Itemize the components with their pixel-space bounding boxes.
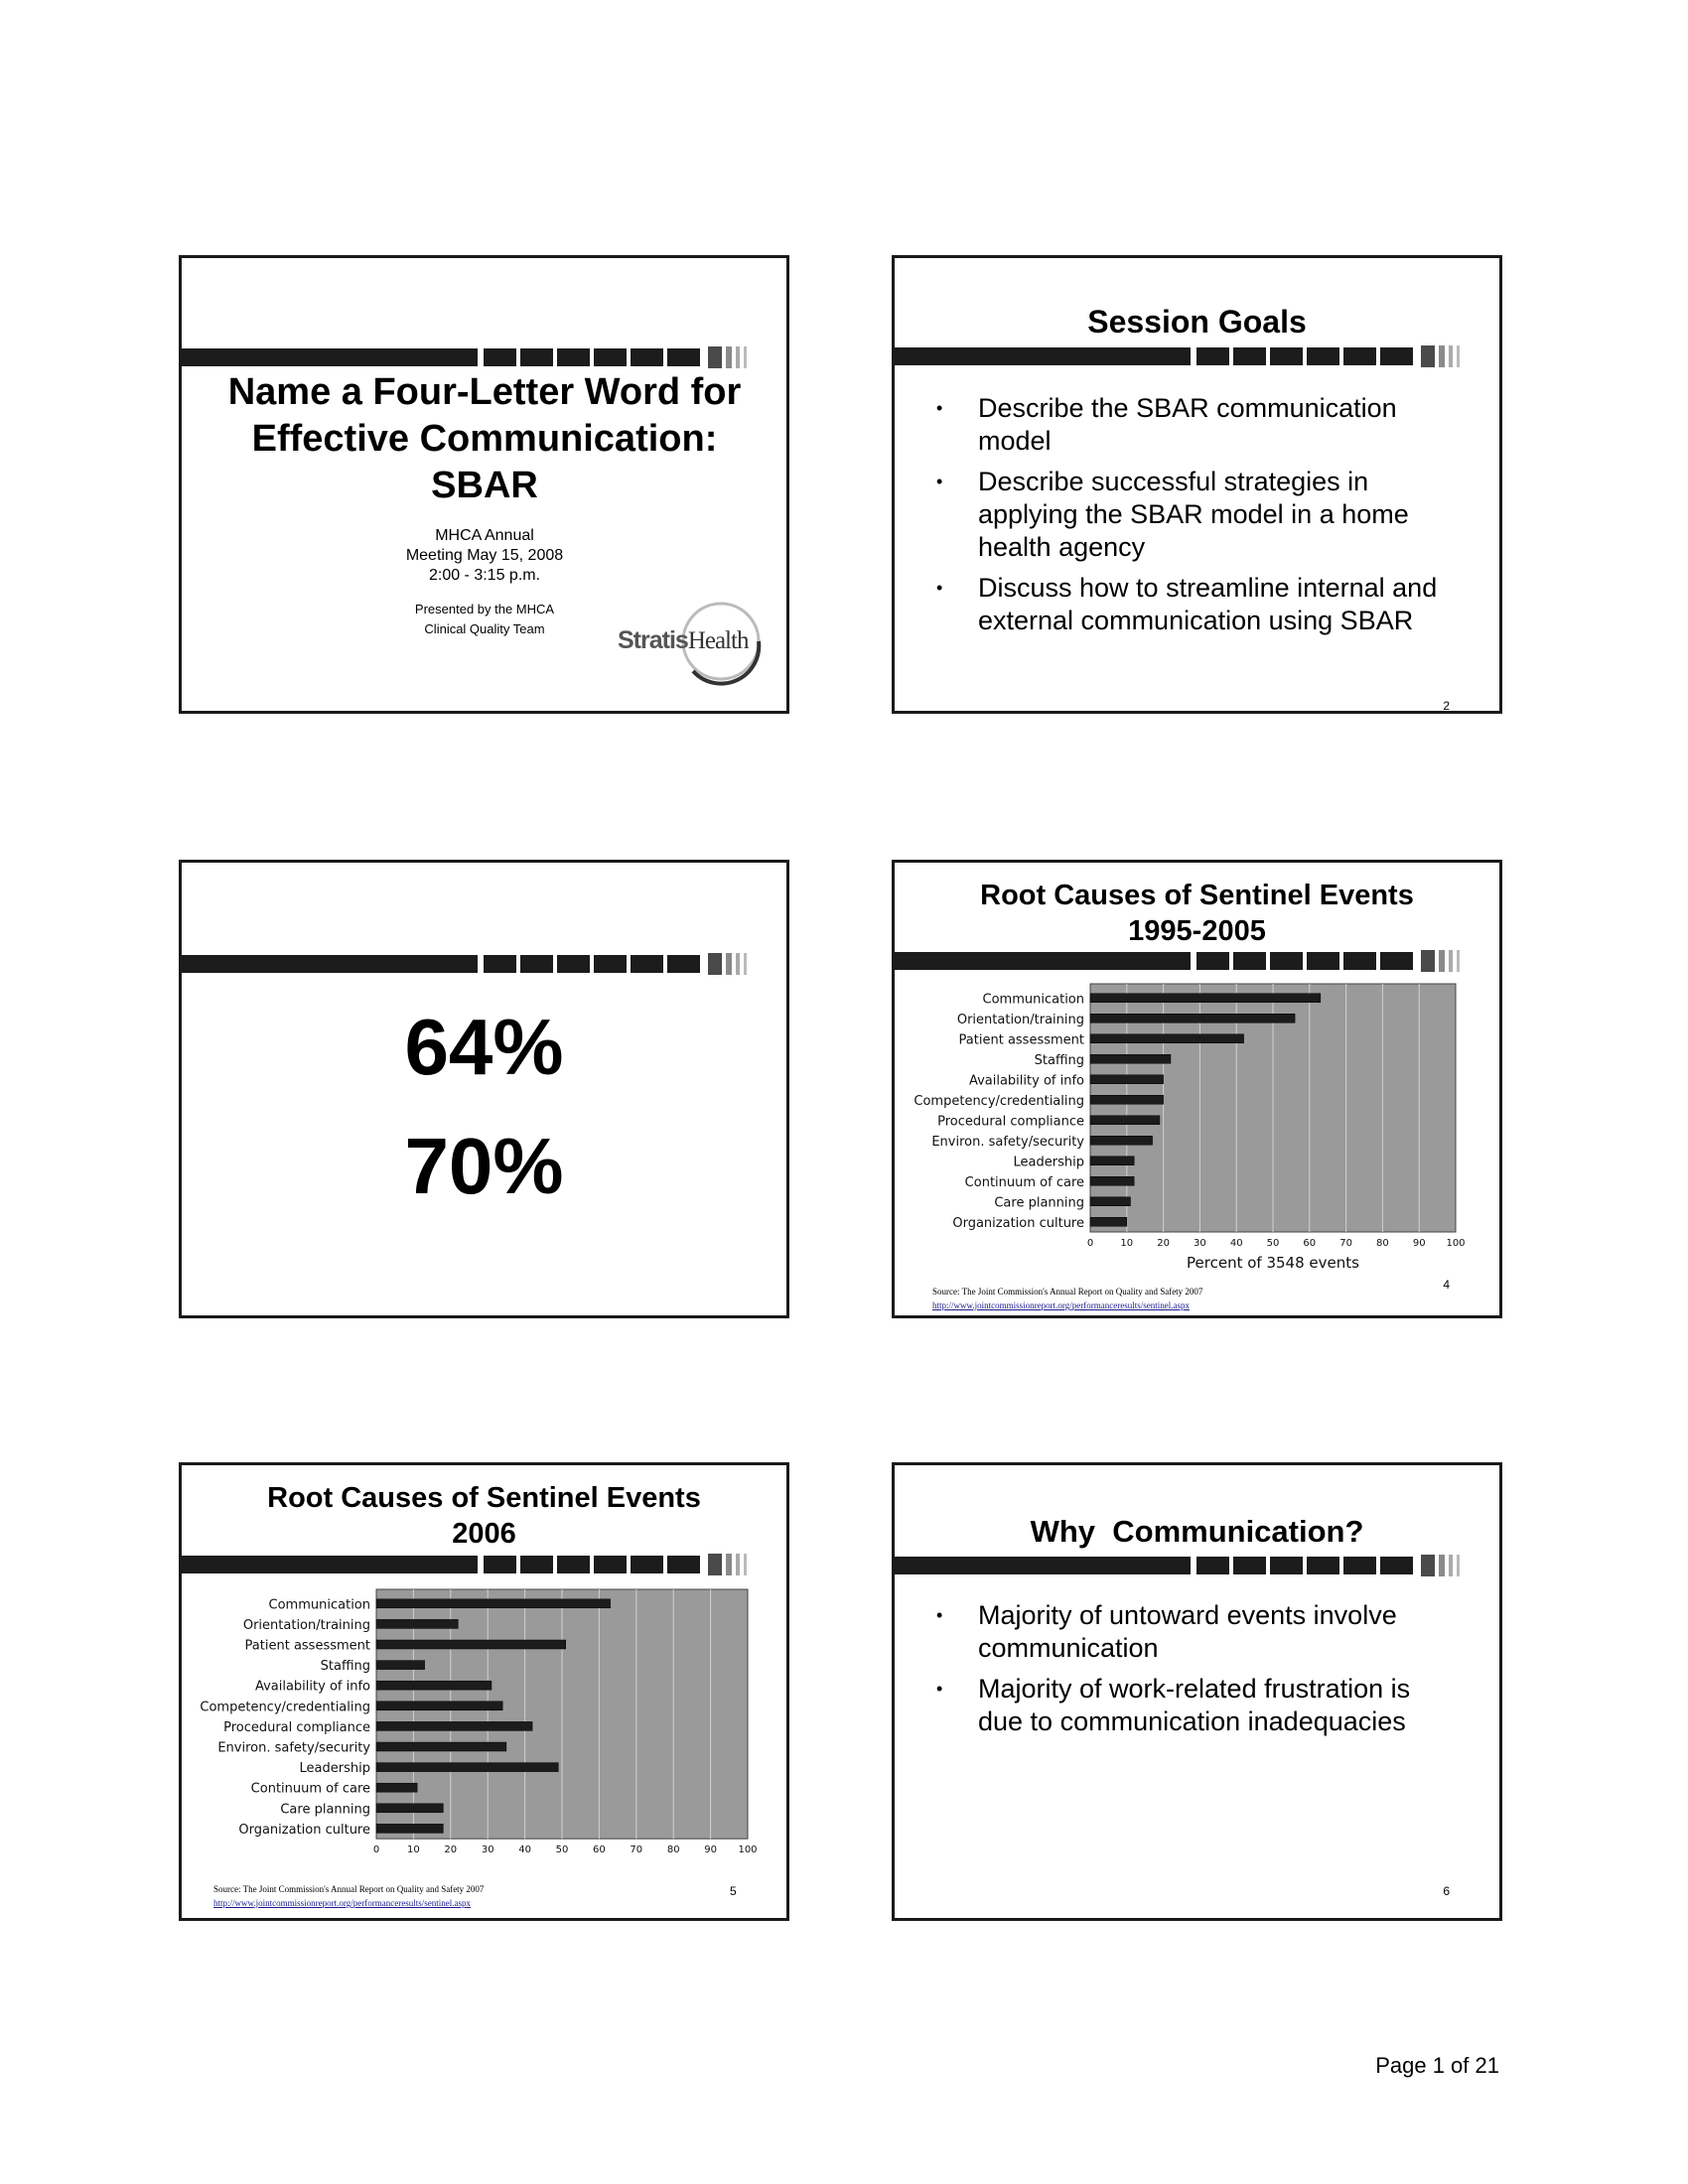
source-note (213, 1882, 730, 1910)
sentinel-events-chart-2006 (182, 1582, 786, 1880)
category-label: Procedural compliance (223, 1719, 370, 1735)
category-label: Patient assessment (958, 1032, 1084, 1048)
bar-block (520, 1556, 553, 1573)
bullet-glyph: • (936, 1605, 943, 1625)
slide-1-title: Name a Four-Letter Word for Effective Communication: SBAR (227, 371, 742, 506)
tick-label: 80 (1376, 1238, 1389, 1249)
bar-block (557, 955, 590, 973)
bullet-glyph: • (936, 1679, 943, 1699)
bar (376, 1721, 532, 1730)
bar-stripe (1439, 1555, 1445, 1576)
tick-label: 100 (738, 1844, 758, 1856)
category-label: Orientation/training (242, 1617, 370, 1633)
bar-stripe (1457, 1555, 1460, 1576)
bar-block (484, 1556, 516, 1573)
bar-block (1380, 1557, 1413, 1574)
tick-label: 20 (444, 1844, 458, 1856)
bar-stripe (1421, 345, 1435, 367)
bullet-glyph: • (936, 398, 943, 418)
bar-block (1380, 952, 1413, 970)
bar-stripe (744, 1554, 747, 1575)
category-label: Patient assessment (244, 1638, 370, 1654)
bar (376, 1640, 566, 1649)
bar (1090, 1075, 1164, 1084)
bar-block (1196, 347, 1229, 365)
bar (1090, 1197, 1130, 1206)
bar-stripe (736, 346, 740, 368)
category-label: Availability of info (968, 1073, 1084, 1089)
bar (376, 1702, 502, 1710)
bar (376, 1681, 492, 1690)
tick-label: 20 (1157, 1238, 1170, 1249)
category-label: Environ. safety/security (217, 1740, 370, 1756)
bar-block (1343, 1557, 1376, 1574)
category-label: Competency/credentialing (200, 1700, 370, 1715)
bar (376, 1661, 425, 1670)
source-text: Source: The Joint Commission's Annual Report on Quality and Safety 2007 (213, 1884, 485, 1894)
category-label: Communication (982, 992, 1084, 1008)
slide-6 (892, 1462, 1502, 1921)
bar-stripe (708, 346, 722, 368)
slide-number: 4 (1443, 1278, 1450, 1292)
bar-block (557, 348, 590, 366)
meeting-line-3: 2:00 - 3:15 p.m. (428, 567, 541, 584)
source-link[interactable]: http://www.jointcommissionreport.org/performanceresults/sentinel.aspx (213, 1898, 471, 1908)
title-line-1: Root Causes of Sentinel Events (980, 880, 1414, 911)
list-item (936, 572, 1453, 637)
bar (376, 1804, 443, 1813)
category-label: Communication (268, 1597, 370, 1613)
tick-label: 70 (630, 1844, 643, 1856)
session-goals-list (936, 392, 1453, 645)
bar-block (1233, 952, 1266, 970)
bar-stripe (708, 953, 722, 975)
bar (376, 1742, 506, 1751)
sentinel-events-chart-1995-2005 (895, 982, 1499, 1290)
bar-block (484, 348, 516, 366)
logo-text-health: Health (687, 627, 749, 654)
title-bar-decoration (895, 1555, 1499, 1576)
bar-block (667, 348, 700, 366)
bar-block (1233, 1557, 1266, 1574)
title-line-2: 1995-2005 (1128, 915, 1266, 947)
category-label: Staffing (1034, 1052, 1084, 1068)
tick-label: 60 (1303, 1238, 1317, 1249)
tick-label: 70 (1339, 1238, 1352, 1249)
bar-block (1196, 952, 1229, 970)
slide-number: 6 (1443, 1884, 1450, 1898)
slide-4 (892, 860, 1502, 1318)
bar-block (631, 1556, 663, 1573)
bar (1090, 1217, 1127, 1226)
bar-stripe (1421, 950, 1435, 972)
tick-label: 10 (407, 1844, 420, 1856)
tick-label: 40 (1229, 1238, 1243, 1249)
category-label: Competency/credentialing (914, 1093, 1084, 1109)
bar-segment (895, 952, 1191, 970)
bar-stripe (1421, 1555, 1435, 1576)
bar (1090, 1136, 1153, 1145)
bar (1090, 1014, 1295, 1023)
bar-stripe (744, 953, 747, 975)
slide-2-title: Session Goals (1087, 304, 1307, 340)
bar (376, 1763, 558, 1772)
stat-64: 64% (404, 1003, 564, 1091)
bar-block (1270, 347, 1303, 365)
bar-block (594, 955, 627, 973)
bar-stripe (1449, 345, 1453, 367)
tick-label: 30 (481, 1844, 494, 1856)
bar (1090, 994, 1321, 1003)
bar-block (667, 955, 700, 973)
category-label: Orientation/training (956, 1012, 1084, 1027)
bar (376, 1783, 417, 1792)
bullet-text: Describe the SBAR communication model (978, 393, 1397, 456)
bar-stripe (726, 953, 732, 975)
title-bar-decoration (182, 953, 786, 975)
why-communication-list (936, 1599, 1453, 1746)
bullet-text: Majority of work-related frustration is due to communication inadequacies (978, 1674, 1411, 1736)
slide-4-title (895, 878, 1499, 949)
bar-block (1380, 347, 1413, 365)
list-item (936, 392, 1453, 458)
bar-block (1270, 1557, 1303, 1574)
tick-label: 60 (593, 1844, 606, 1856)
bar-block (1270, 952, 1303, 970)
category-label: Procedural compliance (937, 1114, 1084, 1130)
slide-2 (892, 255, 1502, 714)
bar (1090, 1095, 1164, 1104)
bar-segment (895, 347, 1191, 365)
tick-label: 50 (555, 1844, 569, 1856)
list-item (936, 1673, 1453, 1738)
category-label: Care planning (994, 1195, 1084, 1211)
page-number-footer: Page 1 of 21 (1375, 2053, 1499, 2078)
category-label: Continuum of care (250, 1781, 370, 1797)
bullet-text: Majority of untoward events involve communication (978, 1600, 1397, 1663)
tick-label: 100 (1446, 1238, 1466, 1249)
source-link[interactable]: http://www.jointcommissionreport.org/performanceresults/sentinel.aspx (932, 1300, 1190, 1310)
slide-5 (179, 1462, 789, 1921)
bar (376, 1599, 611, 1608)
stat-70: 70% (404, 1122, 564, 1210)
presenter-line-1: Presented by the MHCA (414, 602, 555, 616)
tick-label: 0 (372, 1844, 380, 1856)
category-label: Environ. safety/security (931, 1134, 1084, 1150)
list-item (936, 1599, 1453, 1665)
title-line-1: Root Causes of Sentinel Events (267, 1482, 701, 1514)
bullet-glyph: • (936, 472, 943, 491)
bar (1090, 1054, 1171, 1063)
bar-stripe (726, 1554, 732, 1575)
bar-block (1307, 1557, 1339, 1574)
bar-block (1343, 952, 1376, 970)
bar-block (1343, 347, 1376, 365)
bar-block (594, 1556, 627, 1573)
bar-block (631, 348, 663, 366)
category-label: Organization culture (952, 1215, 1084, 1231)
presenter-info (331, 600, 638, 639)
tick-label: 0 (1086, 1238, 1094, 1249)
bar-block (557, 1556, 590, 1573)
bar-stripe (1457, 950, 1460, 972)
stratis-health-logo (614, 599, 773, 688)
bar-stripe (744, 346, 747, 368)
bar (376, 1824, 443, 1833)
category-label: Availability of info (254, 1679, 370, 1695)
source-text: Source: The Joint Commission's Annual Report on Quality and Safety 2007 (932, 1287, 1203, 1297)
tick-label: 90 (1412, 1238, 1426, 1249)
bar-block (1196, 1557, 1229, 1574)
bar-block (1307, 952, 1339, 970)
bar-stripe (708, 1554, 722, 1575)
x-axis-label: Percent of 3548 events (1187, 1254, 1359, 1272)
slide-3 (179, 860, 789, 1318)
category-label: Continuum of care (964, 1174, 1084, 1190)
title-line-2: 2006 (452, 1518, 516, 1550)
title-bar-decoration (895, 345, 1499, 367)
bar-stripe (1449, 1555, 1453, 1576)
title-bar-decoration (182, 1554, 786, 1575)
tick-label: 80 (666, 1844, 680, 1856)
bullet-text: Discuss how to streamline internal and external communication using SBAR (978, 573, 1438, 635)
bar (1090, 1116, 1160, 1125)
bar-stripe (1439, 950, 1445, 972)
category-label: Organization culture (238, 1822, 370, 1838)
tick-label: 50 (1266, 1238, 1280, 1249)
presenter-line-2: Clinical Quality Team (424, 621, 545, 636)
tick-label: 30 (1194, 1238, 1206, 1249)
bar-block (1307, 347, 1339, 365)
category-label: Leadership (1013, 1155, 1084, 1170)
bar (1090, 1157, 1134, 1165)
meeting-info (331, 526, 638, 586)
logo-text-stratis: Stratis (618, 626, 688, 654)
bar-block (520, 955, 553, 973)
bullet-glyph: • (936, 578, 943, 598)
slide-5-title (182, 1480, 786, 1552)
slide-number: 5 (730, 1884, 737, 1898)
bullet-text: Describe successful strategies in applying the SBAR model in a home health agency (978, 467, 1409, 562)
category-label: Staffing (320, 1659, 370, 1675)
title-bar-decoration (895, 950, 1499, 972)
list-item (936, 466, 1453, 564)
slide-1 (179, 255, 789, 714)
bar (376, 1619, 458, 1628)
bar-segment (182, 1556, 478, 1573)
bar-stripe (736, 953, 740, 975)
slide-number: 2 (1443, 699, 1450, 713)
bar-stripe (1439, 345, 1445, 367)
bar-block (520, 348, 553, 366)
bar-segment (182, 955, 478, 973)
bar-stripe (736, 1554, 740, 1575)
meeting-line-2: Meeting May 15, 2008 (405, 547, 564, 564)
bar-block (484, 955, 516, 973)
category-label: Care planning (280, 1802, 370, 1818)
bar-block (594, 348, 627, 366)
bar-segment (895, 1557, 1191, 1574)
tick-label: 90 (704, 1844, 717, 1856)
source-note (932, 1285, 1449, 1312)
tick-label: 40 (518, 1844, 531, 1856)
bar (1090, 1176, 1134, 1185)
bar-stripe (1457, 345, 1460, 367)
bar-block (667, 1556, 700, 1573)
bar-block (1233, 347, 1266, 365)
title-bar-decoration (182, 346, 786, 368)
bar-stripe (1449, 950, 1453, 972)
meeting-line-1: MHCA Annual (435, 527, 534, 544)
tick-label: 10 (1120, 1238, 1134, 1249)
bar-stripe (726, 346, 732, 368)
bar-segment (182, 348, 478, 366)
bar (1090, 1034, 1244, 1043)
category-label: Leadership (299, 1761, 370, 1777)
slide-6-title: Why Communication? (1030, 1514, 1364, 1549)
bar-block (631, 955, 663, 973)
